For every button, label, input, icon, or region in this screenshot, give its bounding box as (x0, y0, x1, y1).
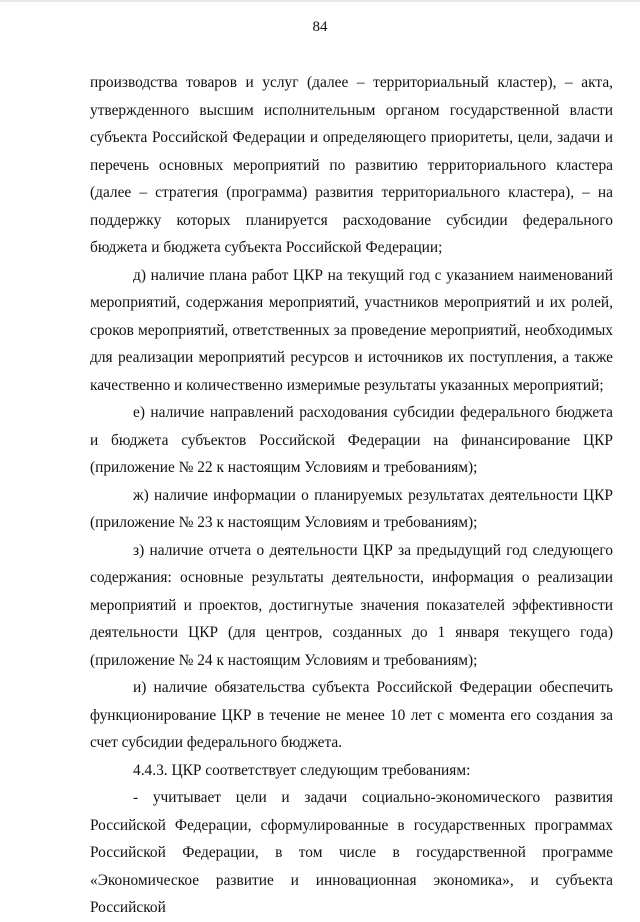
paragraph-item-d: д) наличие плана работ ЦКР на текущий год с указанием наименований мероприятий, содержания мероприятий, участников мероприятий и их ролей, сроков мероприятий, ответственных за проведение мероприятий, необходимых для реализации мероприятий ресурсов и источников их поступления, а также качественно и количественно измеримые результаты указанных мероприятий; (90, 266, 613, 394)
paragraph-requirement-1: - учитывает цели и задачи социально-экономического развития Российской Федерации, сформулированные в государственных программах Российской Федерации, в том числе в государственной программе «Экономическое развитие и инновационная экономика», и субъекта Российской (90, 789, 613, 916)
page-number: 84 (312, 19, 328, 35)
paragraph-continuation: производства товаров и услуг (далее – территориальный кластер), – акта, утвержденного высшим исполнительным органом государственной власти субъекта Российской Федерации и определяющего приоритеты, цели, задачи и перечень основных мероприятий по развитию территориального кластера (далее – стратегия (программа) развития территориального кластера), – на поддержку которых планируется расходование субсидии федерального бюджета и бюджета субъекта Российской Федерации; (90, 74, 613, 256)
section-heading-4-4-3: 4.4.3. ЦКР соответствует следующим требованиям: (133, 761, 471, 779)
paragraph-item-zh: ж) наличие информации о планируемых результатах деятельности ЦКР (приложение № 23 к настоящим Условиям и требованиям); (90, 486, 613, 531)
paragraph-item-i: и) наличие обязательства субъекта Российской Федерации обеспечить функционирование ЦКР в течение не менее 10 лет с момента его создания за счет субсидии федерального бюджета. (90, 679, 613, 751)
page-top-edge (0, 0, 640, 2)
document-body (90, 69, 613, 922)
paragraph-item-z: з) наличие отчета о деятельности ЦКР за предыдущий год следующего содержания: основные результаты деятельности, информация о реализации мероприятий и проектов, достигнутые значения показателей эффективности деятельности ЦКР (для центров, созданных до 1 января текущего года) (приложение № 24 к настоящим Условиям и требованиям); (90, 541, 613, 669)
paragraph-item-e: е) наличие направлений расходования субсидии федерального бюджета и бюджета субъектов Российской Федерации на финансирование ЦКР (приложение № 22 к настоящим Условиям и требованиям); (90, 404, 613, 476)
